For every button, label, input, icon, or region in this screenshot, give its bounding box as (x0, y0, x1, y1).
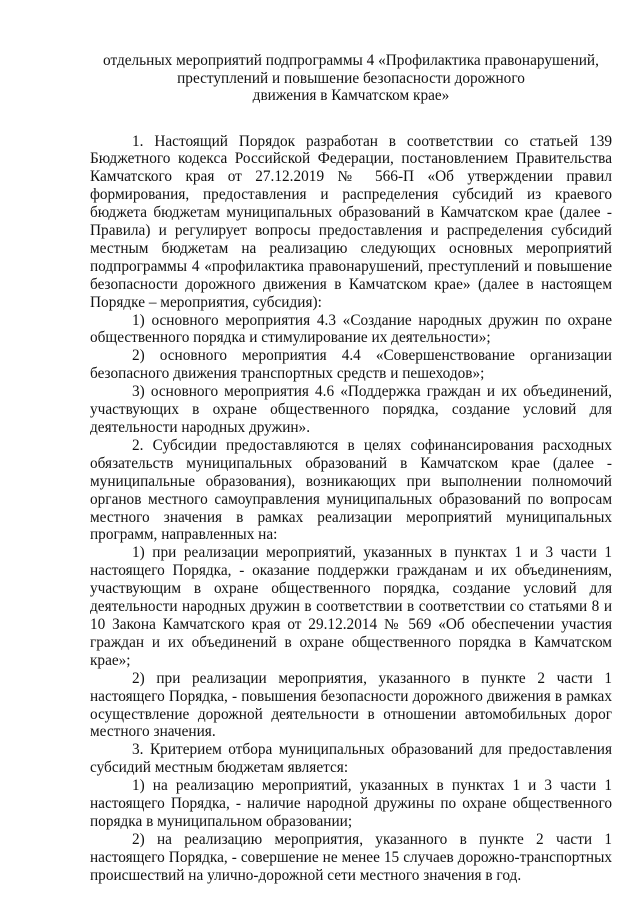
title-line: преступлений и повышение безопасности дорожного (177, 69, 525, 87)
paragraph-1-item-3: 3) основного мероприятия 4.6 «Поддержка граждан и их объединений, участвующих в охране общественного порядка, создание условий для деятельности народных дружин». (90, 383, 612, 436)
title-line: отдельных мероприятий подпрограммы 4 «Профилактика правонарушений, (103, 52, 599, 69)
paragraph-3-item-1: 1) на реализацию мероприятий, указанных в пунктах 1 и 3 части 1 настоящего Порядка, - наличие народной дружины по охране общественного порядка в муниципальном образовании; (90, 777, 612, 830)
document-body (90, 133, 612, 885)
paragraph-3: 3. Критерием отбора муниципальных образований для предоставления субсидий местным бюджетам является: (90, 741, 612, 777)
paragraph-2-item-2: 2) при реализации мероприятия, указанного в пункте 2 части 1 настоящего Порядка, - повышения безопасности дорожного движения в рамках осуществление дорожной деятельности в отношении автомобильных дорог местного значения. (90, 669, 612, 741)
paragraph-1-item-2: 2) основного мероприятия 4.4 «Совершенствование организации безопасного движения транспортных средств и пешеходов»; (90, 347, 612, 383)
paragraph-2-item-1: 1) при реализации мероприятий, указанных в пунктах 1 и 3 части 1 настоящего Порядка, - оказание поддержки гражданам и их объединениям, участвующим в охране общественного порядка, создание условий для деятельности народных дружин в соответствии в соответствии со статьями 8 и 10 Закона Камчатского края от 29.12.2014 № 569 «Об обеспечении участия граждан и их объединений в охране общественного порядка в Камчатском крае»; (90, 544, 612, 669)
paragraph-2: 2. Субсидии предоставляются в целях софинансирования расходных обязательств муниципальных образований в Камчатском крае (далее - муниципальные образования), возникающих при выполнении полномочий органов местного самоуправления муниципальных образований по вопросам местного значения в рамках реализации мероприятий муниципальных программ, направленных на: (90, 436, 612, 544)
document-page (90, 52, 612, 885)
document-title (90, 52, 612, 105)
paragraph-3-item-2: 2) на реализацию мероприятия, указанного в пункте 2 части 1 настоящего Порядка, - совершение не менее 15 случаев дорожно-транспортных происшествий на улично-дорожной сети местного значения в год. (90, 830, 612, 884)
title-line: движения в Камчатском крае» (252, 87, 450, 104)
paragraph-1-item-1: 1) основного мероприятия 4.3 «Создание народных дружин по охране общественного порядка и стимулирование их деятельности»; (90, 311, 612, 347)
paragraph-1: 1. Настоящий Порядок разработан в соответствии со статьей 139 Бюджетного кодекса Российской Федерации, постановлением Правительства Камчатского края от 27.12.2019 № 566-П «Об утверждении правил формирования, предоставления и распределения субсидий из краевого бюджета бюджетам муниципальных образований в Камчатском крае (далее - Правила) и регулирует вопросы предоставления и распределения субсидий местным бюджетам на реализацию следующих основных мероприятий подпрограммы 4 «профилактика правонарушений, преступлений и повышение безопасности дорожного движения в Камчатском крае» (далее в настоящем Порядке – мероприятия, субсидия): (90, 132, 612, 311)
